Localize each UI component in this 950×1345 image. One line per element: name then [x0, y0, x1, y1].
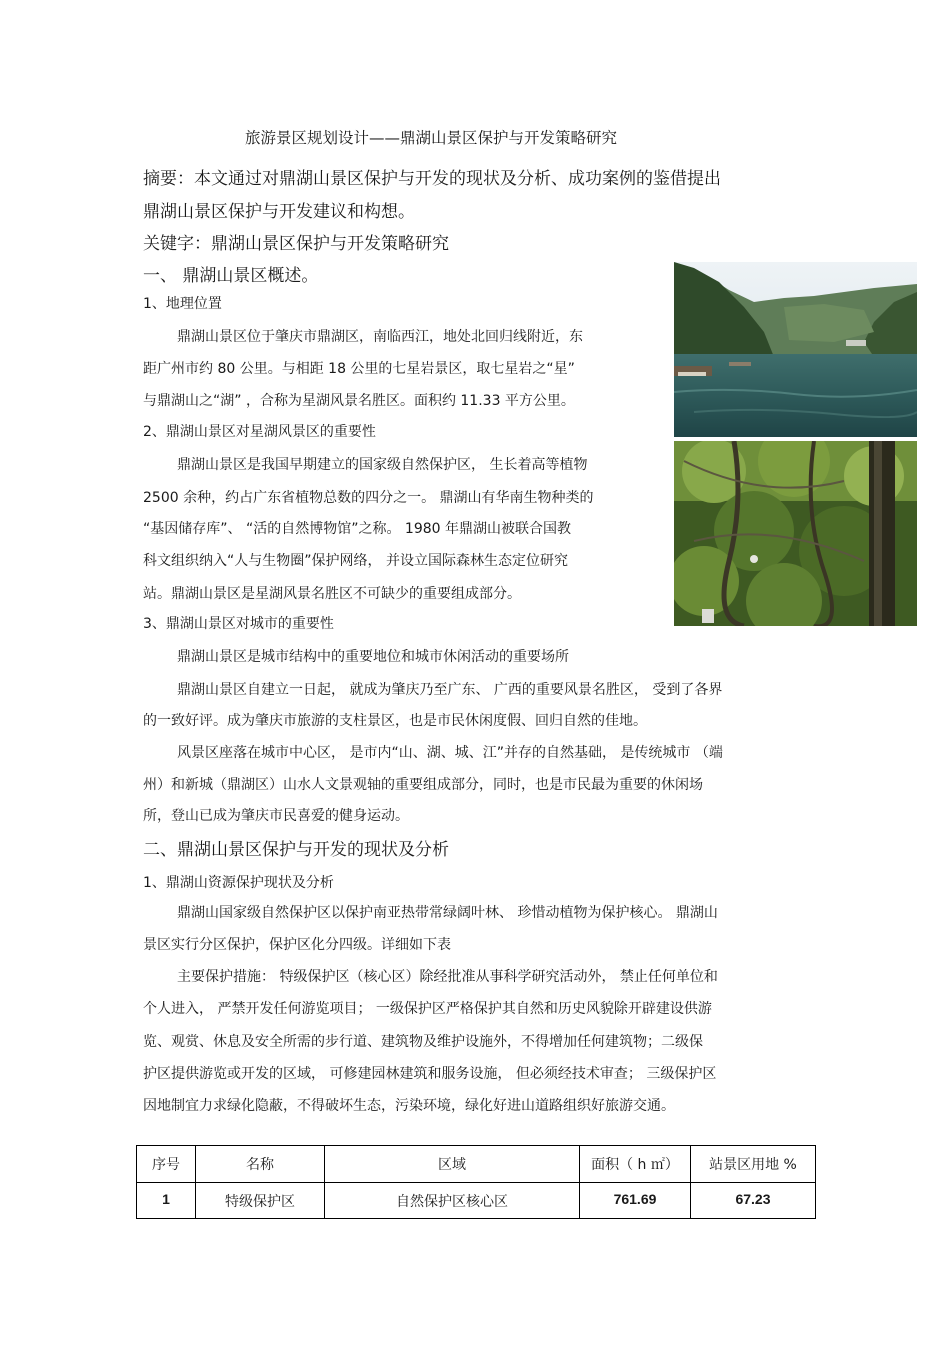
- paragraph-line: 距广州市约 80 公里。与相距 18 公里的七星岩景区，取七星岩之“星”: [143, 361, 575, 377]
- abstract-line-2: 鼎湖山景区保护与开发建议和构想。: [143, 202, 415, 222]
- subsection-2-1-heading: 1、鼎湖山资源保护现状及分析: [143, 875, 334, 891]
- paragraph-line: 鼎湖山景区位于肇庆市鼎湖区，南临西江，地处北回归线附近，东: [177, 329, 583, 345]
- col-header-area-zone: 区域: [325, 1146, 580, 1183]
- abstract-line-1: 摘要：本文通过对鼎湖山景区保护与开发的现状及分析、成功案例的鉴借提出: [143, 169, 721, 189]
- paragraph-line: 风景区座落在城市中心区， 是市内“山、湖、城、江”并存的自然基础， 是传统城市 （端: [177, 745, 723, 761]
- paragraph-line: 个人进入， 严禁开发任何游览项目； 一级保护区严格保护其自然和历史风貌除开辟建设供游: [143, 1001, 712, 1017]
- cell-percent: 67.23: [691, 1183, 816, 1219]
- paragraph-line: “基因储存库”、 “活的自然博物馆”之称。 1980 年鼎湖山被联合国教: [143, 521, 571, 537]
- section-2-heading: 二、鼎湖山景区保护与开发的现状及分析: [143, 840, 449, 860]
- subsection-1-1-heading: 1、地理位置: [143, 296, 222, 312]
- subsection-1-3-heading: 3、鼎湖山景区对城市的重要性: [143, 616, 334, 632]
- paragraph-line: 鼎湖山景区是城市结构中的重要地位和城市休闲活动的重要场所: [177, 649, 569, 665]
- paragraph-line: 站。鼎湖山景区是星湖风景名胜区不可缺少的重要组成部分。: [143, 586, 521, 602]
- paragraph-line: 的一致好评。成为肇庆市旅游的支柱景区，也是市民休闲度假、回归自然的佳地。: [143, 713, 647, 729]
- section-1-heading: 一、 鼎湖山景区概述。: [143, 266, 319, 286]
- paragraph-line: 护区提供游览或开发的区域， 可修建园林建筑和服务设施， 但必须经技术审查； 三级保护区: [143, 1066, 717, 1082]
- col-header-name: 名称: [196, 1146, 325, 1183]
- paragraph-line: 2500 余种，约占广东省植物总数的四分之一。 鼎湖山有华南生物种类的: [143, 490, 594, 506]
- document-title: 旅游景区规划设计——鼎湖山景区保护与开发策略研究: [245, 129, 618, 147]
- cell-area: 761.69: [580, 1183, 691, 1219]
- lake-photo: [674, 262, 917, 437]
- cell-zone: 自然保护区核心区: [325, 1183, 580, 1219]
- paragraph-line: 因地制宜力求绿化隐蔽，不得破坏生态，污染环境，绿化好进山道路组织好旅游交通。: [143, 1098, 675, 1114]
- table-header-row: [137, 1146, 816, 1183]
- col-header-area-size: 面积（ h ㎡）: [580, 1146, 691, 1183]
- paragraph-line: 览、观赏、休息及安全所需的步行道、建筑物及维护设施外，不得增加任何建筑物；二级保: [143, 1034, 703, 1050]
- subsection-1-2-heading: 2、鼎湖山景区对星湖风景区的重要性: [143, 424, 376, 440]
- keywords: 关键字：鼎湖山景区保护与开发策略研究: [143, 234, 449, 254]
- paragraph-line: 与鼎湖山之“湖” ，合称为星湖风景名胜区。面积约 11.33 平方公里。: [143, 393, 575, 409]
- table-row: [137, 1183, 816, 1219]
- protection-zone-table: [136, 1145, 816, 1219]
- paragraph-line: 景区实行分区保护，保护区化分四级。详细如下表: [143, 937, 451, 953]
- paragraph-line: 科文组织纳入“人与生物圈”保护网络， 并设立国际森林生态定位研究: [143, 553, 568, 569]
- paragraph-line: 所，登山已成为肇庆市民喜爱的健身运动。: [143, 808, 409, 824]
- forest-photo: [674, 441, 917, 626]
- paragraph-line: 鼎湖山景区是我国早期建立的国家级自然保护区， 生长着高等植物: [177, 457, 588, 473]
- col-header-index: 序号: [137, 1146, 196, 1183]
- paragraph-line: 鼎湖山国家级自然保护区以保护南亚热带常绿阔叶林、 珍惜动植物为保护核心。 鼎湖山: [177, 905, 718, 921]
- col-header-percent: 站景区用地 %: [691, 1146, 816, 1183]
- cell-index: 1: [137, 1183, 196, 1219]
- paragraph-line: 州）和新城（鼎湖区）山水人文景观轴的重要组成部分，同时，也是市民最为重要的休闲场: [143, 777, 703, 793]
- paragraph-line: 鼎湖山景区自建立一日起， 就成为肇庆乃至广东、 广西的重要风景名胜区， 受到了各界: [177, 682, 723, 698]
- cell-name: 特级保护区: [196, 1183, 325, 1219]
- paragraph-line: 主要保护措施： 特级保护区（核心区）除经批准从事科学研究活动外， 禁止任何单位和: [177, 969, 718, 985]
